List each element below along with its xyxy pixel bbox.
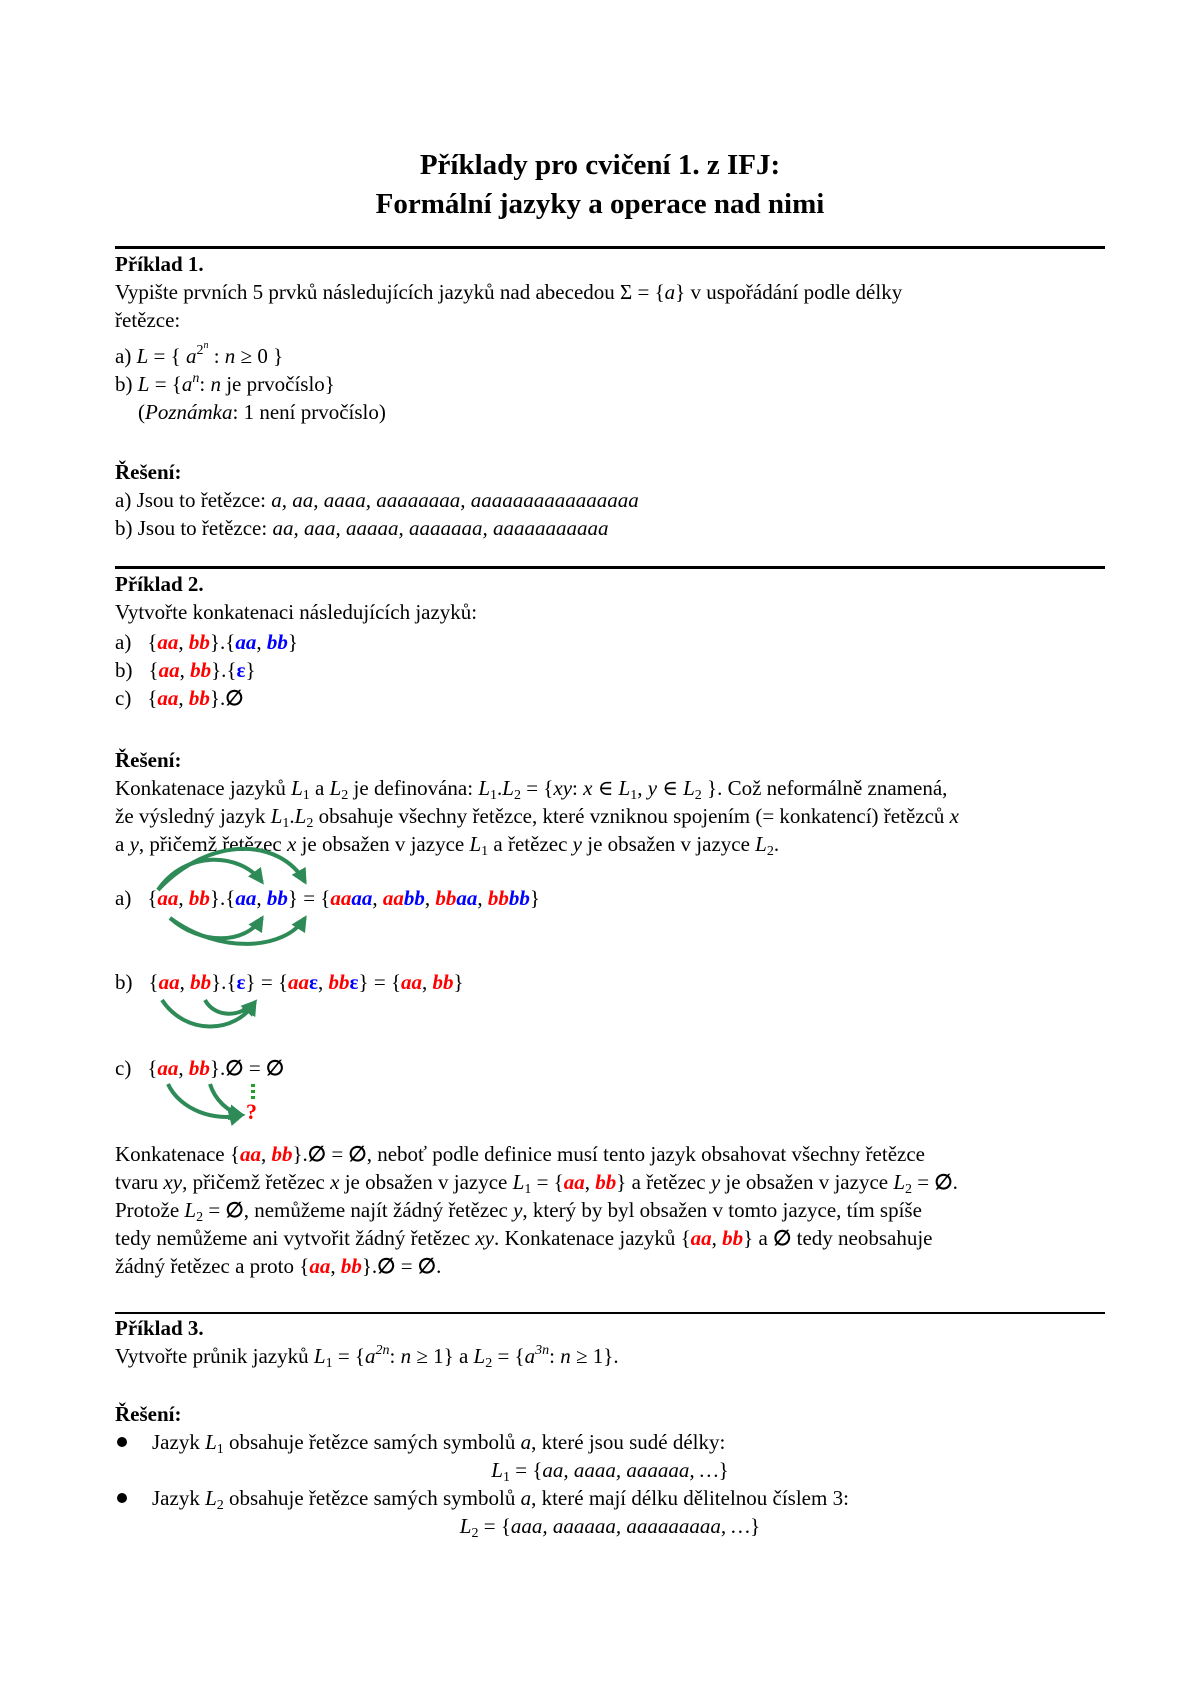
example-1-heading: Příklad 1.: [115, 252, 204, 276]
example-1-solution-heading: Řešení:: [115, 460, 182, 484]
example-2-solution-a: a) {aa, bb}.{aa, bb} = {aaaa, aabb, bbaa, bbbb}: [115, 886, 540, 910]
example-2-explanation-line4: tedy nemůžeme ani vytvořit žádný řetězec xy. Konkatenace jazyků {aa, bb} a ∅ tedy neobsahuje: [115, 1226, 933, 1250]
example-1-item-a: a) L = { $a^{2^n}$ : n ≥ 0 }: [115, 340, 284, 368]
example-1-intro-line2: řetězce:: [115, 308, 181, 332]
document-title-line2: Formální jazyky a operace nad nimi: [375, 188, 825, 220]
example-1-intro: Vypište prvních 5 prvků následujících jazyků nad abecedou Σ = {a} v uspořádání podle délky: [115, 280, 903, 304]
example-2-explanation-line2: tvaru xy, přičemž řetězec x je obsažen v jazyce $L_1 = \{aa$, bb} a řetězec y je obsažen v jazyce $L_2$ = ∅.: [115, 1170, 958, 1197]
example-2-item-c: c) {aa, bb}.∅: [115, 686, 244, 710]
example-2-explanation-line3: Protože $L_2$ = ∅, nemůžeme najít žádný řetězec y, který by byl obsažen v tomto jazyce, tím spíše: [115, 1198, 922, 1225]
example-2-explanation-line1: Konkatenace {aa, bb}.∅ = ∅, neboť podle definice musí tento jazyk obsahovat všechny řetězce: [115, 1142, 925, 1166]
question-mark: ?: [246, 1099, 257, 1124]
bullet-icon: [117, 1493, 127, 1503]
example-3-bullet-2: Jazyk $L_2$ obsahuje řetězce samých symbolů a, které mají délku dělitelnou číslem 3:: [152, 1486, 849, 1513]
example-3-intro: Vytvořte průnik jazyků $L_1 = \{a^{2n}$: n ≥ 1} a $L_2 = \{a^{3n}$: n ≥ 1}.: [115, 1343, 619, 1371]
section-divider: [115, 1312, 1105, 1314]
example-2-solution-c: c) {aa, bb}.∅ = ∅: [115, 1056, 285, 1080]
arrow-aa-to-bb: [158, 849, 305, 890]
example-2-definition-line2: že výsledný jazyk $L_1.L_2$ obsahuje všechny řetězce, které vzniknou spojením (= konkatencí) řetězců x: [115, 804, 959, 831]
example-2-item-a: a) {aa, bb}.{aa, bb}: [115, 630, 298, 654]
example-2-definition-line1: Konkatenace jazyků $L_1$ a $L_2$ je definována: $L_1.L_2 = \{xy$: x ∈ $L_1$, y ∈ $L_2$ }. Což neformálně znamená,: [115, 776, 948, 803]
example-1-item-b: b) $L = \{a^n$: n je prvočíslo}: [115, 371, 335, 396]
example-1-solution-b: b) Jsou to řetězce: aa, aaa, aaaaa, aaaaaaa, aaaaaaaaaaa: [115, 516, 609, 540]
example-3-bullet-1: Jazyk $L_1$ obsahuje řetězce samých symbolů a, které jsou sudé délky:: [152, 1430, 726, 1457]
example-2-solution-heading: Řešení:: [115, 748, 182, 772]
arrow-bb-to-empty: [210, 1084, 242, 1115]
bullet-icon: [117, 1437, 127, 1447]
example-1-note: (Poznámka: 1 není prvočíslo): [138, 400, 386, 424]
example-2-solution-b: b) {aa, bb}.{ε} = {aaε, bbε} = {aa, bb}: [115, 970, 464, 994]
example-3-solution-heading: Řešení:: [115, 1402, 182, 1426]
document-title-line1: Příklady pro cvičení 1. z IFJ:: [419, 149, 781, 181]
example-1-solution-a: a) Jsou to řetězce: a, aa, aaaa, aaaaaaaa, aaaaaaaaaaaaaaaa: [115, 488, 639, 512]
example-2-definition-line3: a y, přičemž řetězec x je obsažen v jazyce $L_1$ a řetězec y je obsažen v jazyce $L_2$.: [115, 832, 780, 859]
example-2-item-b: b) {aa, bb}.{ε}: [115, 658, 256, 682]
example-2-explanation-line5: žádný řetězec a proto {aa, bb}.∅ = ∅.: [115, 1254, 442, 1278]
arrow-bb-to-bb: [170, 918, 305, 944]
example-3-l2-set: $L_2 = \{aaa$, aaaaaa, aaaaaaaaa, …}: [459, 1514, 761, 1541]
example-2-heading: Příklad 2.: [115, 572, 204, 596]
example-2-intro: Vytvořte konkatenaci následujících jazyků:: [115, 600, 478, 624]
example-3-heading: Příklad 3.: [115, 1316, 204, 1340]
example-3-l1-set: $L_1 = \{aa$, aaaa, aaaaaa, …}: [491, 1458, 729, 1485]
